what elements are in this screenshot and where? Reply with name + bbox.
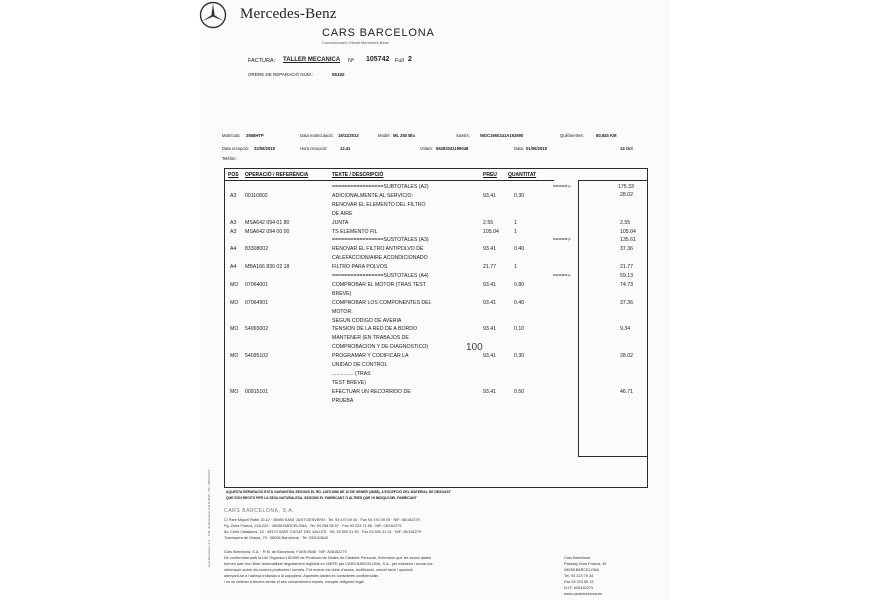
cell-quantity: 1: [514, 228, 517, 235]
footer-right-1: Cars Barcelona: [564, 556, 591, 560]
repair-order-value: 55192: [332, 72, 345, 77]
totals-column-rule-left: [578, 180, 579, 456]
cell-price: 93.41: [483, 246, 496, 253]
cell-total: 74.73: [620, 281, 633, 288]
footer-legal-6: i no es cediran a tercers sense el seu consentiment exprés, excepte obligació legal.: [224, 580, 365, 584]
footer-right-5: Fax 93 223 55 15: [564, 580, 594, 584]
footer-legal-1: Cars Barcelona, S.A. · R.M. de Barcelona, Full B-9648 · NIF: A08162279: [224, 550, 347, 554]
footer-legal-5: adreçant-se a l'adreça indicada a la capçalera. Aquestes dades es consideren confidencials: [224, 574, 379, 578]
brand-name: Mercedes-Benz: [240, 6, 337, 22]
header-quantity: QUANTITAT: [508, 172, 537, 178]
cell-pos: A4: [230, 264, 237, 271]
cell-total: 2.55: [620, 219, 631, 226]
km-value: 80,845 KM: [596, 133, 617, 138]
footer-right-3: 08038 BARCELONA: [564, 568, 600, 572]
footer-right-7: www.carsbarcelona.es: [564, 592, 602, 596]
header-reference: OPERACIÓ / REFERÈNCIA: [245, 172, 309, 178]
cell-description: ADICIONALMENTE AL SERVICIO:: [332, 192, 414, 199]
dealer-subtitle: Concesionario Oficial Mercedes-Benz: [322, 40, 389, 45]
cell-description: UNIDAD DE CONTROL: [332, 362, 388, 368]
totals-column-rule-top: [578, 180, 648, 181]
cell-total: 21.77: [620, 264, 633, 271]
cell-description: =================SUSTOTALES (A4): [332, 273, 429, 279]
cell-description: JUNTA: [332, 219, 349, 226]
cell-description: MOTOR:: [332, 308, 353, 315]
dealer-name: CARS BARCELONA: [322, 27, 435, 39]
cell-price: 93.41: [483, 326, 496, 333]
cell-quantity: 0.50: [514, 388, 525, 395]
model-value: ML 250 Blu: [393, 133, 416, 138]
registration-date-value: 19/11/2013: [338, 133, 359, 138]
chassis-label: Xassís:: [456, 133, 470, 138]
cell-description: DE AIRE: [332, 210, 353, 217]
footer-company: CARS BARCELONA, S.A.: [224, 508, 295, 514]
cell-quantity: 0.80: [514, 281, 525, 288]
cell-quantity: 1: [514, 264, 517, 271]
cell-pos: A3: [230, 228, 237, 235]
cell-reference: 00116802: [245, 192, 268, 199]
cell-reference: 54065002: [245, 326, 269, 333]
header-pos: POS: [228, 172, 239, 178]
cell-pos: A4: [230, 246, 237, 253]
header-description: TEXTE / DESCRIPCIÓ: [332, 172, 384, 178]
invoice-label: FACTURA:: [248, 58, 276, 64]
phone-label: Telèfon:: [222, 156, 237, 161]
chassis-value: WDC1660241A192690: [480, 133, 524, 138]
exit-time-value: 14 Oct: [620, 146, 633, 151]
footer-legal-2: De conformitat amb la Llei Orgànica 15/1999 de Protecció de Dades de Caràcter Personal, l'informem que les seves dades: [224, 556, 431, 560]
footer-right-2: Passeig Zona Franca, 49: [564, 562, 607, 566]
cell-reference: 00915101: [245, 388, 269, 395]
footer-right-4: Tel. 93 223 79 34: [564, 574, 594, 578]
cell-quantity: 0.30: [514, 192, 525, 199]
cell-reference: 07064901: [245, 299, 269, 306]
cell-price: 93.41: [483, 192, 496, 199]
time-received-label: Hora recepció:: [300, 146, 328, 151]
cell-description: =================SUBTOTALES (A2): [332, 184, 429, 190]
cell-price: 93.41: [483, 388, 496, 395]
invoice-number: 105742: [366, 56, 390, 63]
top-total-2: 28.02: [620, 192, 633, 198]
exit-date-label: Data:: [514, 146, 525, 151]
cell-description: MANTENER (EN TRABAJOS DE: [332, 335, 409, 342]
header-price: PREU: [483, 172, 497, 178]
cell-reference: MSA642 094 01 80: [245, 219, 290, 226]
cell-description: TS ELEMENTO FIL: [332, 228, 378, 235]
cell-description: =================SUSTOTALES (A3): [332, 237, 429, 244]
cell-description: EFECTUAR UN RECORRIDO DE: [332, 388, 411, 395]
cell-description: COMPROBACION Y DE DIAGNOSTICO): [332, 344, 429, 351]
cell-description: COMPROBAR LOS COMPONENTES DEL: [332, 299, 432, 306]
cell-quantity: 0.30: [514, 353, 525, 360]
cell-description: TENSION DE LA RED DE A BORDO: [332, 326, 418, 333]
footer-address-2: Pg. Zona Franca, 218-220 · 08038 BARCELONA · Tel. 93 298 55 57 · Fax 93 223 71 85 · NIF: 08/162279: [224, 524, 402, 528]
cell-description: ............... (TRAS: [332, 370, 371, 377]
overlay-number: 100: [466, 342, 483, 353]
warranty-note-1: AQUESTA REPARACIÓ ESTÀ GARANTIDA SEGONS EL RD. 1457/1986 DE 10 DE GENER (48/88), A EXCEPCIÓ DEL MATERIAL DE DESGAST: [226, 490, 451, 494]
invoice-number-label: Nº: [348, 58, 354, 64]
footer-legal-3: formen part d'un fitxer automatitzat degudament registrat en l'AEPD per CARS BARCELONA, S.A., per mantenir i enviar-los: [224, 562, 433, 566]
cell-total: 28.02: [620, 353, 633, 360]
cell-arrow: =====>: [553, 237, 571, 244]
cell-arrow: =====>: [553, 184, 571, 190]
cell-pos: MO: [230, 281, 239, 288]
date-received-value: 22/06/2018: [254, 146, 275, 151]
cell-reference: 54095102: [245, 353, 269, 360]
exit-date-value: 01/06/2018: [526, 146, 547, 151]
cell-pos: MO: [230, 353, 239, 360]
cell-price: 105.04: [483, 228, 499, 235]
registration-date-label: Data matriculació:: [300, 133, 334, 138]
table-header-rule: [224, 180, 554, 181]
footer-right-6: N.I.F. A08162279: [564, 586, 594, 590]
footer-address-4: Travessera de Gràcia, 75 · 08006 Barcelona · Tel. 932040640: [224, 536, 329, 540]
model-label: Model:: [378, 133, 391, 138]
cell-total: 46.71: [620, 388, 633, 395]
volant-value: 66282041199048: [436, 146, 469, 151]
cell-reference: MBA166 830 02 18: [245, 264, 290, 271]
footer-address-1: C/ Pare Miquel Rafel 10-12 · 08980 SANT JUST DESVERN · Tel. 93 470 09 00 · Fax 93 470 09 05 · NIF: 08/162279: [224, 518, 420, 522]
km-label: Quilòmetres:: [560, 133, 584, 138]
cell-price: 93.41: [483, 299, 496, 306]
cell-total: 9.34: [620, 326, 631, 333]
cell-description: CALEFACCION/AIRE ACONDICIONADO: [332, 255, 428, 262]
cell-description: PRUEBA: [332, 397, 354, 404]
cell-description: TEST BREVE): [332, 379, 366, 386]
cell-description: RENOVAR EL FILTRO ANTIPOLVO DE: [332, 246, 424, 253]
repair-order-label: ORDRE DE REPARACIÓ NÚM.:: [248, 72, 314, 77]
footer-address-3: Av. Corts Catalanes, 15 · 08173 SANT CUGAT DEL VALLÈS · Tel. 93 590 31 90 · Fax 93 590 31 91 · NIF: 08/162279: [224, 530, 422, 534]
time-received-value: 12.41: [340, 146, 351, 151]
plate-label: Matrícula:: [222, 133, 241, 138]
cell-description: BREVE): [332, 290, 352, 297]
cell-price: 93.41: [483, 353, 496, 360]
warranty-note-2: QUE SÓN REGITS PER LA SEVA NATURALESA, SEGONS EL FABRICANT O ALTRES QUE HI INDIQUI DEL FABRICANT: [226, 496, 417, 500]
volant-label: Volant:: [420, 146, 433, 151]
totals-column-rule-bottom: [578, 456, 648, 457]
cell-description: SEGUN CODIGO DE AVERIA: [332, 317, 402, 324]
cell-pos: MO: [230, 326, 239, 333]
cell-pos: MO: [230, 388, 239, 395]
cell-reference: MSA642 094 00 00: [245, 228, 290, 235]
lines-table: [224, 168, 648, 488]
footer-legal-4: informació sobre els nostres productes i serveis. Pot exercir els drets d'accés, rectificació, cancel·lació i oposició: [224, 568, 413, 572]
invoice-type: TALLER MECANICA: [283, 57, 341, 63]
invoice-page-label: Full: [395, 58, 404, 64]
cell-quantity: 0.10: [514, 326, 525, 333]
cell-quantity: 0.40: [514, 246, 525, 253]
cell-total: 59.13: [620, 273, 633, 279]
cell-description: COMPROBAR EL MOTOR (TRAS TEST: [332, 281, 426, 288]
cell-reference: 07064001: [245, 281, 269, 288]
cell-pos: A3: [230, 192, 237, 199]
cell-description: PROGRAMAR Y CODIFICAR LA: [332, 353, 409, 360]
cell-total: 135.61: [620, 237, 636, 244]
date-received-label: Data recepció:: [222, 146, 249, 151]
mercedes-star-icon: [196, 0, 230, 30]
plate-value: 2558HTP: [246, 133, 264, 138]
cell-pos: MO: [230, 299, 239, 306]
cell-arrow: =====>: [553, 273, 571, 279]
cell-price: 93.41: [483, 281, 496, 288]
side-stamp: Cars Barcelona, S.A. · R.M. de Barcelona, Full B-9648 · NIF: A08162279: [207, 470, 211, 567]
cell-total: 105.04: [620, 228, 636, 235]
top-total-1: 175.33: [618, 184, 634, 190]
cell-total: 37.36: [620, 246, 633, 253]
cell-quantity: 0.40: [514, 299, 525, 306]
cell-description: FILTRO PARA POLVOS: [332, 264, 388, 271]
cell-price: 2.55: [483, 219, 494, 226]
cell-price: 21.77: [483, 264, 496, 271]
cell-quantity: 1: [514, 219, 517, 226]
cell-reference: 83308002: [245, 246, 269, 253]
cell-total: 37.36: [620, 299, 633, 306]
cell-description: RENOVAR EL ELEMENTO DEL FILTRO: [332, 201, 426, 208]
invoice-page-value: 2: [408, 56, 412, 63]
cell-pos: A3: [230, 219, 237, 226]
